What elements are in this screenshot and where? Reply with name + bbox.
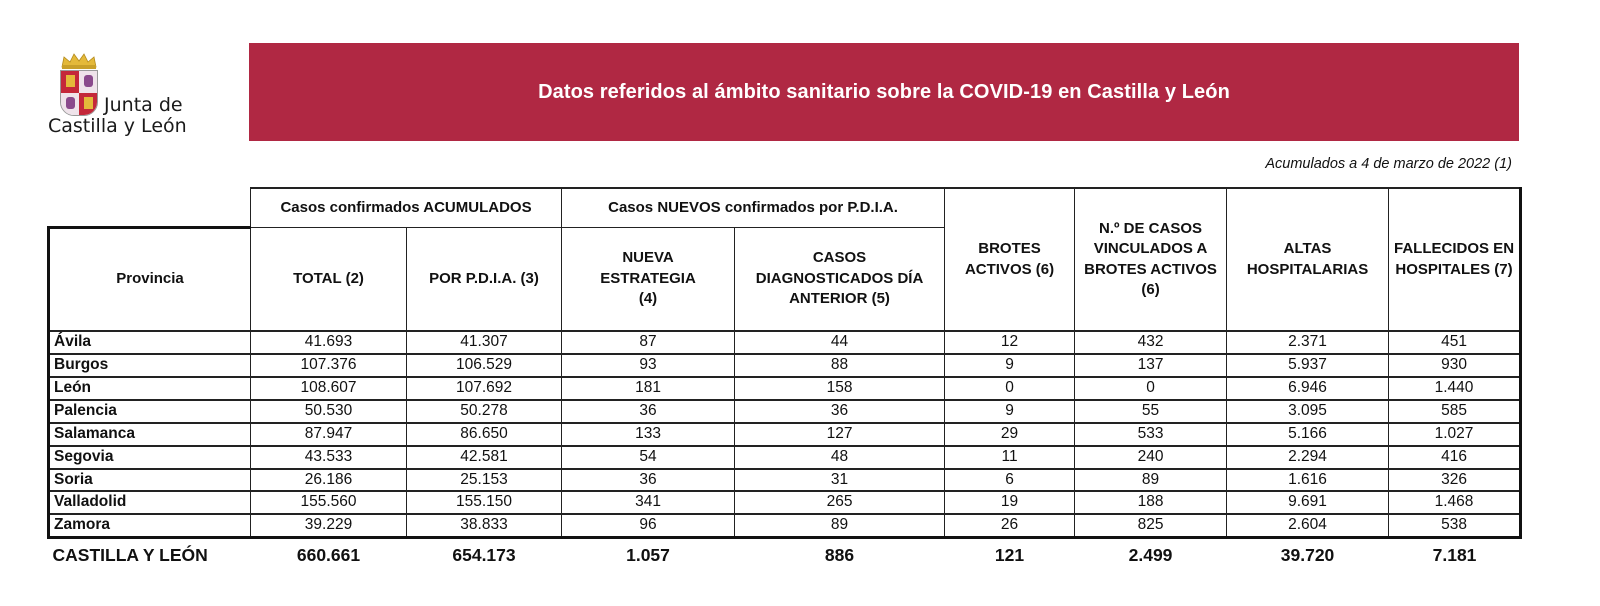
cell-nueva-estrategia: 87 [562,331,735,354]
cell-fallecidos: 1.440 [1389,377,1521,400]
group-header-nuevos: Casos NUEVOS confirmados por P.D.I.A. [562,188,945,227]
cell-dia-anterior: 88 [735,354,945,377]
cell-por-pdia: 86.650 [407,423,562,446]
table-row [49,423,1521,446]
cell-provincia: Burgos [49,354,251,377]
total-altas: 39.720 [1280,545,1335,566]
cell-fallecidos: 451 [1389,331,1521,354]
col-header-total: TOTAL (2) [251,227,407,331]
cell-provincia: Soria [49,469,251,492]
cell-por-pdia: 106.529 [407,354,562,377]
cell-dia-anterior: 36 [735,400,945,423]
cell-fallecidos: 1.468 [1389,491,1521,514]
cell-vinculados: 188 [1075,491,1227,514]
table-row [49,514,1521,537]
cell-dia-anterior: 44 [735,331,945,354]
cell-provincia: Valladolid [49,491,251,514]
cell-fallecidos: 538 [1389,514,1521,537]
cell-vinculados: 240 [1075,446,1227,469]
cell-provincia: Segovia [49,446,251,469]
total-nueva-estrategia: 1.057 [626,545,670,566]
logo-text-line1: Junta de [104,94,183,116]
cell-por-pdia: 38.833 [407,514,562,537]
cell-dia-anterior: 127 [735,423,945,446]
cell-brotes: 11 [945,446,1075,469]
total-por-pdia: 654.173 [452,545,516,566]
group-header-acumulados: Casos confirmados ACUMULADOS [251,188,562,227]
cell-altas: 9.691 [1227,491,1389,514]
cell-vinculados: 0 [1075,377,1227,400]
covid-data-table [47,187,1522,571]
cell-total: 41.693 [251,331,407,354]
cell-por-pdia: 25.153 [407,469,562,492]
cell-brotes: 0 [945,377,1075,400]
cell-dia-anterior: 89 [735,514,945,537]
cell-total: 26.186 [251,469,407,492]
cell-provincia: Palencia [49,400,251,423]
cell-vinculados: 533 [1075,423,1227,446]
cell-provincia: Salamanca [49,423,251,446]
cell-brotes: 9 [945,354,1075,377]
total-total: 660.661 [296,545,361,566]
cell-provincia: Ávila [49,331,251,354]
cell-provincia: Zamora [49,514,251,537]
col-header-nueva-estrategia: NUEVA ESTRATEGIA (4) [562,227,735,331]
col-header-brotes: BROTES ACTIVOS (6) [945,188,1075,331]
cell-vinculados: 55 [1075,400,1227,423]
col-header-vinculados: N.º DE CASOS VINCULADOS A BROTES ACTIVOS (6) [1075,188,1227,331]
cell-dia-anterior: 31 [735,469,945,492]
total-provincia: CASTILLA Y LEÓN [52,545,208,566]
cell-total: 50.530 [251,400,407,423]
cell-fallecidos: 930 [1389,354,1521,377]
date-note: Acumulados a 4 de marzo de 2022 (1) [1265,156,1512,172]
cell-por-pdia: 107.692 [407,377,562,400]
header-blank [49,188,251,227]
table-row [49,377,1521,400]
cell-total: 87.947 [251,423,407,446]
cell-vinculados: 432 [1075,331,1227,354]
cell-fallecidos: 326 [1389,469,1521,492]
cell-nueva-estrategia: 54 [562,446,735,469]
table-row [49,491,1521,514]
cell-nueva-estrategia: 36 [562,400,735,423]
table-row [49,446,1521,469]
col-header-dia-anterior: CASOS DIAGNOSTICADOS DÍA ANTERIOR (5) [735,227,945,331]
total-vinculados: 2.499 [1128,545,1173,566]
cell-nueva-estrategia: 36 [562,469,735,492]
cell-nueva-estrategia: 341 [562,491,735,514]
cell-altas: 2.604 [1227,514,1389,537]
page-title: Datos referidos al ámbito sanitario sobre la COVID-19 en Castilla y León [538,80,1230,103]
cell-provincia: León [49,377,251,400]
total-brotes: 121 [994,545,1025,566]
logo-text-line2: Castilla y León [48,115,187,137]
cell-altas: 6.946 [1227,377,1389,400]
col-header-altas: ALTAS HOSPITALARIAS [1227,188,1389,331]
cell-brotes: 6 [945,469,1075,492]
cell-altas: 5.937 [1227,354,1389,377]
cell-altas: 3.095 [1227,400,1389,423]
total-dia-anterior: 886 [824,545,855,566]
cell-por-pdia: 50.278 [407,400,562,423]
cell-altas: 2.294 [1227,446,1389,469]
cell-vinculados: 89 [1075,469,1227,492]
cell-dia-anterior: 265 [735,491,945,514]
cell-nueva-estrategia: 133 [562,423,735,446]
table-row [49,331,1521,354]
cell-vinculados: 825 [1075,514,1227,537]
crown-icon [60,51,98,69]
cell-brotes: 9 [945,400,1075,423]
cell-nueva-estrategia: 96 [562,514,735,537]
coat-of-arms-icon [60,70,98,116]
cell-altas: 5.166 [1227,423,1389,446]
total-row [49,538,1521,571]
table-body [49,331,1521,538]
cell-altas: 1.616 [1227,469,1389,492]
col-header-provincia: Provincia [49,227,251,331]
junta-castilla-leon-logo [46,48,206,140]
cell-brotes: 12 [945,331,1075,354]
cell-por-pdia: 155.150 [407,491,562,514]
cell-total: 107.376 [251,354,407,377]
cell-total: 39.229 [251,514,407,537]
cell-total: 155.560 [251,491,407,514]
cell-fallecidos: 1.027 [1389,423,1521,446]
table-row [49,469,1521,492]
cell-altas: 2.371 [1227,331,1389,354]
cell-brotes: 29 [945,423,1075,446]
cell-dia-anterior: 48 [735,446,945,469]
cell-fallecidos: 416 [1389,446,1521,469]
cell-total: 108.607 [251,377,407,400]
cell-nueva-estrategia: 181 [562,377,735,400]
title-banner [249,43,1519,141]
total-fallecidos: 7.181 [1432,545,1477,566]
col-header-por-pdia: POR P.D.I.A. (3) [407,227,562,331]
cell-fallecidos: 585 [1389,400,1521,423]
cell-vinculados: 137 [1075,354,1227,377]
table-row [49,354,1521,377]
cell-total: 43.533 [251,446,407,469]
cell-por-pdia: 41.307 [407,331,562,354]
cell-por-pdia: 42.581 [407,446,562,469]
cell-brotes: 19 [945,491,1075,514]
cell-dia-anterior: 158 [735,377,945,400]
cell-brotes: 26 [945,514,1075,537]
col-header-fallecidos: FALLECIDOS EN HOSPITALES (7) [1389,188,1521,331]
cell-nueva-estrategia: 93 [562,354,735,377]
table-row [49,400,1521,423]
